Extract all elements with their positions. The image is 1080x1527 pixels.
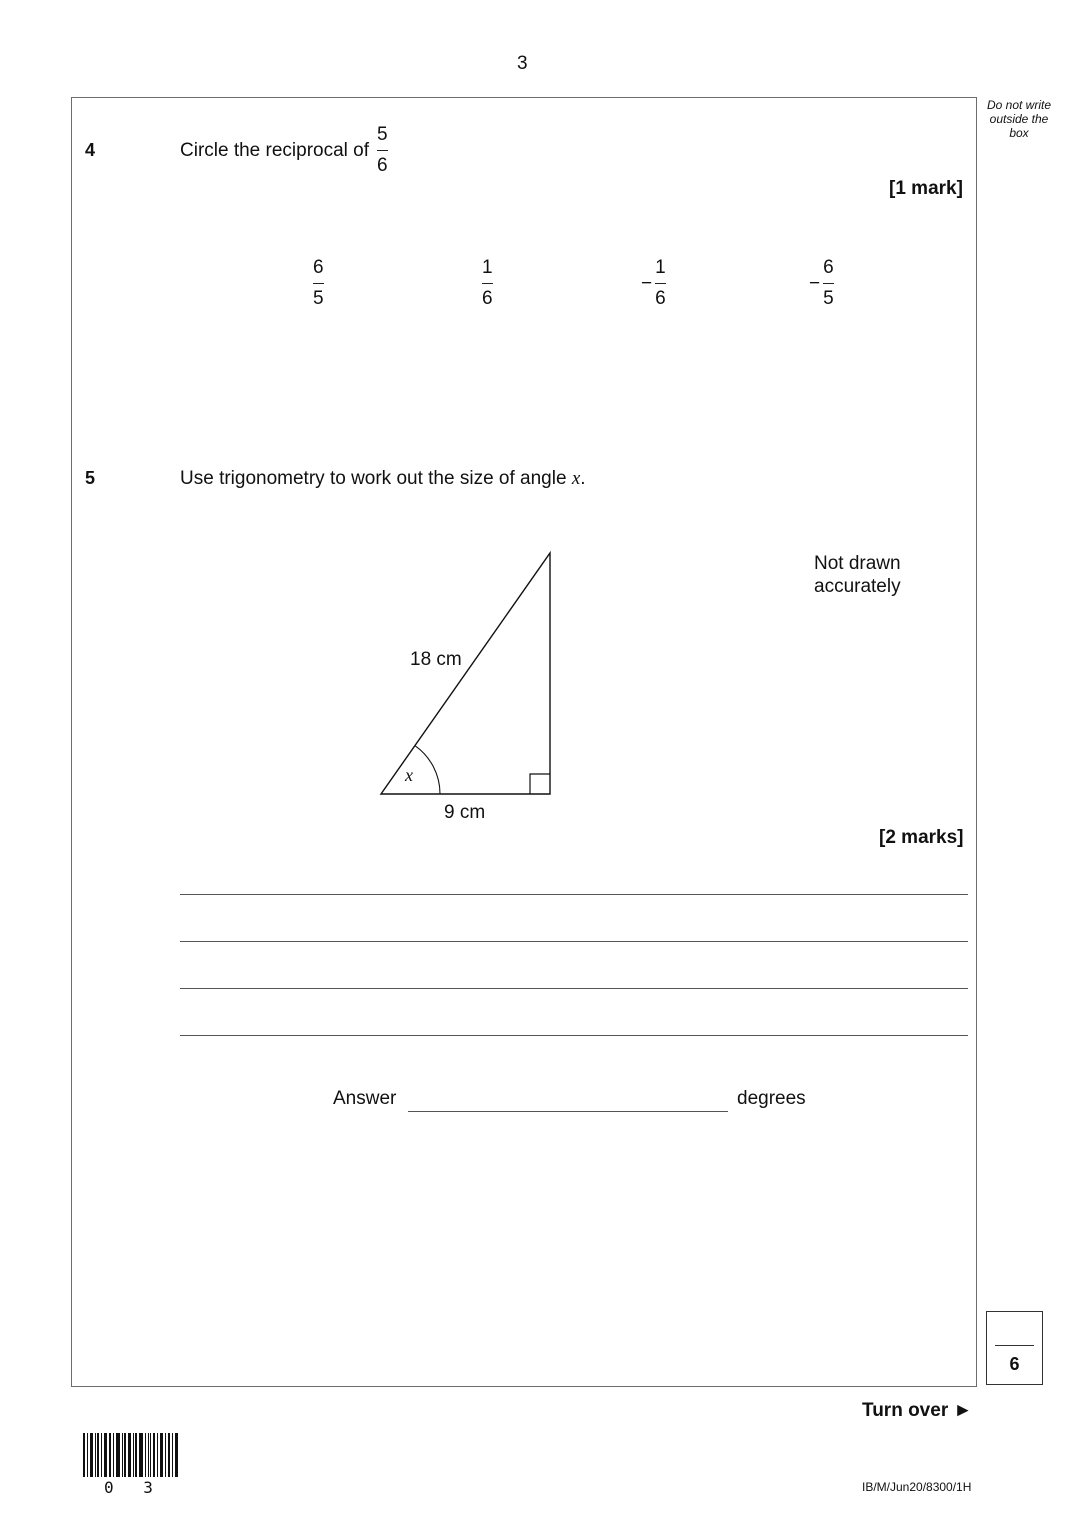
option-4-numerator: 6 [823, 257, 834, 278]
question-4-prompt [180, 125, 388, 176]
option-3-numerator: 1 [655, 257, 666, 278]
total-box-line [995, 1345, 1034, 1346]
right-triangle [381, 553, 550, 794]
not-drawn-line-1: Not drawn [814, 553, 901, 574]
question-5-angle-var: x [571, 468, 581, 489]
option-3[interactable] [641, 258, 666, 309]
fraction-bar [377, 150, 388, 151]
option-3-sign: − [641, 272, 653, 294]
question-4-prompt-text: Circle the reciprocal of [180, 139, 370, 161]
option-1-denominator: 5 [313, 288, 324, 309]
option-2-denominator: 6 [482, 288, 493, 309]
margin-note-line-1: Do not write [986, 98, 1052, 112]
working-line-4[interactable] [180, 1035, 968, 1036]
barcode [83, 1433, 181, 1479]
question-5-prompt-end: . [580, 468, 586, 489]
margin-note-line-3: box [1009, 126, 1029, 140]
option-1-bar [313, 283, 324, 284]
option-4-fraction [823, 258, 834, 309]
margin-note-line-2: outside the [989, 112, 1049, 126]
turn-over: Turn over ► [862, 1400, 973, 1421]
option-3-fraction [655, 258, 666, 309]
option-2[interactable] [482, 258, 493, 309]
option-3-denominator: 6 [655, 288, 666, 309]
hypotenuse-label: 18 cm [410, 649, 462, 670]
option-4-sign: − [809, 272, 821, 294]
question-4-fraction [377, 125, 388, 176]
working-line-2[interactable] [180, 941, 968, 942]
page-total-box [986, 1311, 1043, 1385]
right-angle-marker [530, 774, 550, 794]
option-3-bar [655, 283, 666, 284]
base-label: 9 cm [444, 802, 486, 823]
barcode-number: 0 3 [104, 1478, 163, 1497]
page-number: 3 [517, 53, 528, 74]
answer-input-line[interactable] [408, 1111, 728, 1112]
option-1[interactable] [313, 258, 324, 309]
not-drawn-line-2: accurately [814, 576, 901, 597]
angle-arc [415, 746, 440, 794]
option-4-bar [823, 283, 834, 284]
question-4-number: 4 [85, 140, 96, 160]
angle-label: x [405, 765, 413, 785]
fraction-numerator: 5 [377, 124, 388, 145]
question-4-marks: [1 mark] [889, 178, 963, 199]
not-drawn-note [814, 552, 901, 598]
option-1-numerator: 6 [313, 257, 324, 278]
margin-note [980, 98, 1058, 140]
option-2-bar [482, 283, 493, 284]
option-1-fraction [313, 258, 324, 309]
triangle-diagram [370, 545, 570, 835]
answer-label: Answer [333, 1088, 397, 1109]
question-5-prompt-text: Use trigonometry to work out the size of angle [180, 468, 567, 489]
working-line-3[interactable] [180, 988, 968, 989]
total-box-value: 6 [1009, 1354, 1020, 1374]
option-4[interactable] [809, 258, 834, 309]
option-2-fraction [482, 258, 493, 309]
question-5-number: 5 [85, 468, 96, 488]
option-4-denominator: 5 [823, 288, 834, 309]
question-5-marks: [2 marks] [879, 827, 964, 848]
paper-code: IB/M/Jun20/8300/1H [862, 1480, 972, 1494]
working-line-1[interactable] [180, 894, 968, 895]
answer-unit: degrees [737, 1088, 806, 1109]
fraction-denominator: 6 [377, 155, 388, 176]
question-5-prompt [180, 468, 586, 490]
option-2-numerator: 1 [482, 257, 493, 278]
